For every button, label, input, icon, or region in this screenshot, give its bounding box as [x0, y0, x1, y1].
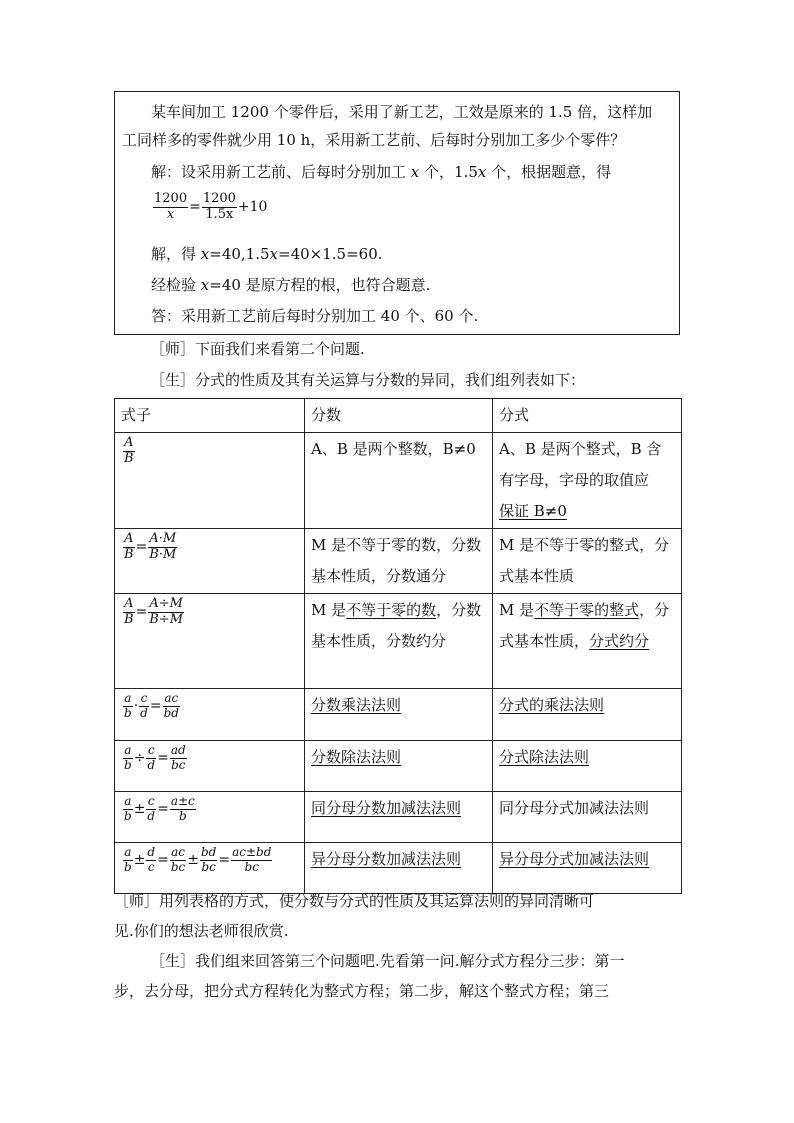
cell-algebraic: M 是不等于零的整式，分式基本性质 — [493, 529, 682, 594]
formula-a-over-b: $\frac{A}{B}$ — [115, 433, 305, 529]
cell-algebraic: M 是不等于零的整式，分式基本性质，分式约分 — [493, 594, 682, 689]
table-row — [115, 843, 682, 894]
cell-number: M 是不等于零的数，分数基本性质，分数通分 — [305, 529, 493, 594]
formula-division: $\frac{a}{b}$ ÷ $\frac{c}{d}$ = $\frac{ad}{bc}$ — [115, 741, 305, 792]
teacher-line-2a: ［师］用列表格的方式，使分数与分式的性质及其运算法则的异同清晰可 — [114, 892, 595, 910]
solution-result: 解，得 x=40,1.5x=40×1.5=60. — [151, 245, 383, 263]
table-header-row — [115, 399, 682, 433]
table-row — [115, 741, 682, 792]
cell-number: A、B 是两个整数，B≠0 — [305, 433, 493, 529]
student-line-2a: ［生］我们组来回答第三个问题吧.先看第一问.解分式方程分三步：第一 — [150, 952, 625, 970]
table-row — [115, 594, 682, 689]
problem-line-2: 工同样多的零件就少用 10 h，采用新工艺前、后每时分别加工多少个零件？ — [122, 131, 626, 149]
cell-algebraic: 分式的乘法法则 — [493, 689, 682, 741]
header-algebraic-fraction: 分式 — [493, 399, 682, 433]
header-expression: 式子 — [115, 399, 305, 433]
table-row — [115, 689, 682, 741]
formula-multiplication: $\frac{a}{b}$ · $\frac{c}{d}$ = $\frac{ac}{bd}$ — [115, 689, 305, 741]
problem-line-1: 某车间加工 1200 个零件后，采用了新工艺，工效是原来的 1.5 倍，这样加 — [151, 103, 653, 121]
equation-lhs-fraction: $\frac{1200}{x}$ — [154, 191, 188, 222]
cell-algebraic: 异分母分式加减法法则 — [493, 843, 682, 894]
teacher-line-2b: 见.你们的想法老师很欣赏. — [114, 922, 289, 940]
equation: $\frac{1200}{x}$ = $\frac{1200}{1.5x}$ +10 — [154, 191, 268, 222]
cell-number: 分数乘法法则 — [305, 689, 493, 741]
student-line-2b: 步，去分母，把分式方程转化为整式方程；第二步，解这个整式方程；第三 — [114, 982, 610, 1000]
solution-answer: 答：采用新工艺前后每时分别加工 40 个、60 个. — [151, 307, 479, 325]
table-row — [115, 792, 682, 843]
cell-number: 同分母分数加减法法则 — [305, 792, 493, 843]
solution-setup: 解：设采用新工艺前、后每时分别加工 x 个，1.5x 个，根据题意，得 — [151, 163, 612, 181]
comparison-table — [114, 398, 682, 894]
formula-basic-property-divide: $\frac{A}{B}$ = $\frac{A\div M}{B\div M}$ — [115, 594, 305, 689]
formula-basic-property-multiply: $\frac{A}{B}$ = $\frac{A\cdot M}{B\cdot M}$ — [115, 529, 305, 594]
student-line-1: ［生］分式的性质及其有关运算与分数的异同，我们组列表如下： — [150, 371, 586, 389]
teacher-line-1: ［师］下面我们来看第二个问题. — [150, 340, 365, 358]
cell-algebraic: 分式除法法则 — [493, 741, 682, 792]
cell-algebraic: A、B 是两个整式，B 含有字母，字母的取值应 保证 B≠0 — [493, 433, 682, 529]
table-row — [115, 529, 682, 594]
formula-different-denominator: $\frac{a}{b}$ ± $\frac{d}{c}$ = $\frac{ac}{bc}$ ± $\frac{bd}{bc}$ = $\frac{ac\pm bd}{bc}$ — [115, 843, 305, 894]
cell-number: 异分母分数加减法法则 — [305, 843, 493, 894]
header-fraction-number: 分数 — [305, 399, 493, 433]
worked-example-box — [114, 91, 680, 335]
formula-same-denominator: $\frac{a}{b}$ ± $\frac{c}{d}$ = $\frac{a\pm c}{b}$ — [115, 792, 305, 843]
cell-algebraic: 同分母分式加减法法则 — [493, 792, 682, 843]
table-row — [115, 433, 682, 529]
solution-check: 经检验 x=40 是原方程的根，也符合题意. — [151, 276, 431, 294]
cell-number: M 是不等于零的数，分数基本性质，分数约分 — [305, 594, 493, 689]
equation-rhs-fraction: $\frac{1200}{1.5x}$ — [202, 191, 236, 222]
cell-number: 分数除法法则 — [305, 741, 493, 792]
